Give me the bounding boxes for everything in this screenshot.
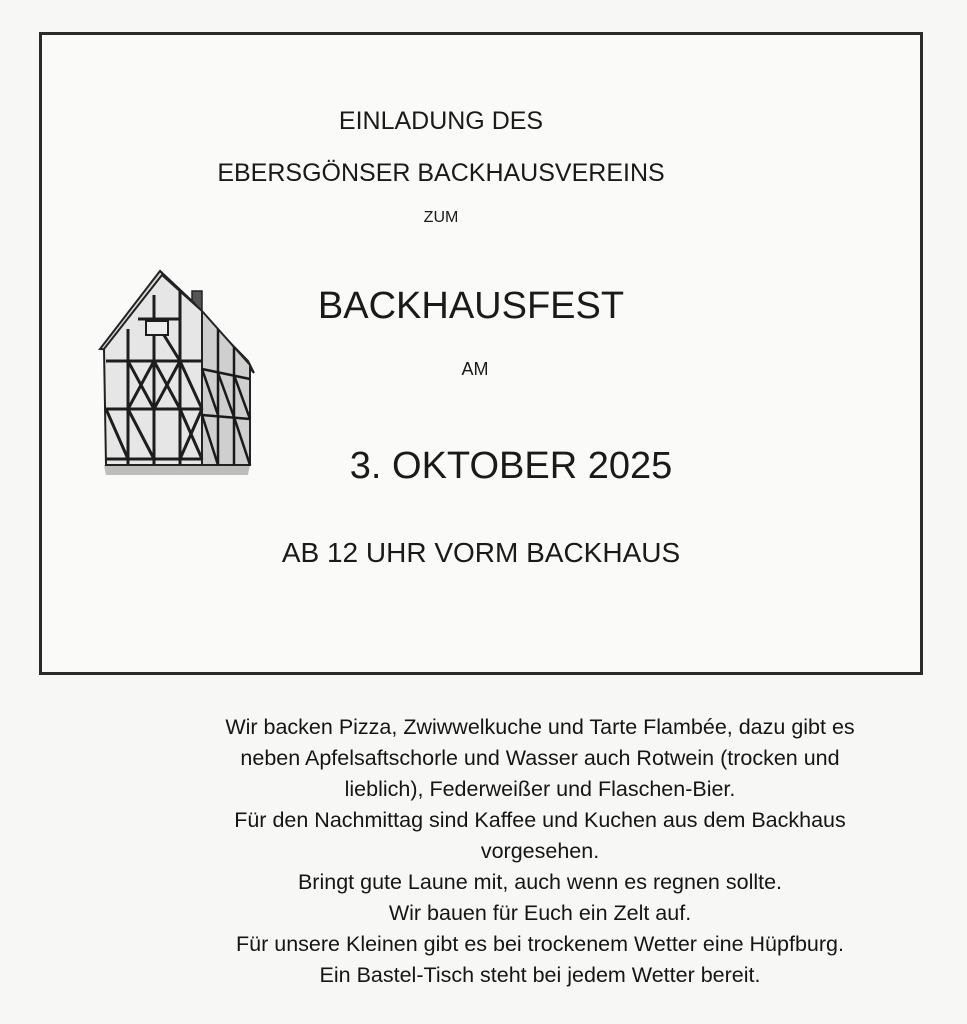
details-line: Ein Bastel-Tisch steht bei jedem Wetter bereit. <box>319 963 761 987</box>
half-timbered-house-icon <box>98 269 258 479</box>
event-date: 3. OKTOBER 2025 <box>349 445 673 487</box>
invitation-box <box>39 32 923 675</box>
details-line: Wir backen Pizza, Zwiwwelkuche und Tarte Flambée, dazu gibt es <box>225 715 855 739</box>
details-line: Für unsere Kleinen gibt es bei trockenem Wetter eine Hüpfburg. <box>236 932 844 956</box>
invitation-heading-line2: EBERSGÖNSER BACKHAUSVEREINS <box>217 159 665 187</box>
date-preposition: AM <box>461 359 489 379</box>
details-line: Bringt gute Laune mit, auch wenn es regnen sollte. <box>297 870 783 894</box>
details-line: Für den Nachmittag sind Kaffee und Kuchen aus dem Backhaus <box>234 808 846 832</box>
event-details <box>110 712 967 991</box>
invitation-heading-line3: ZUM <box>423 209 459 226</box>
details-line: Wir bauen für Euch ein Zelt auf. <box>388 901 692 925</box>
event-time-place: AB 12 UHR VORM BACKHAUS <box>281 537 681 568</box>
details-line: neben Apfelsaftschorle und Wasser auch Rotwein (trocken und <box>240 746 840 770</box>
invitation-heading-line1: EINLADUNG DES <box>338 107 544 135</box>
details-line: lieblich), Federweißer und Flaschen-Bier. <box>344 777 736 801</box>
event-title: BACKHAUSFEST <box>317 285 625 327</box>
details-line: vorgesehen. <box>480 839 600 863</box>
